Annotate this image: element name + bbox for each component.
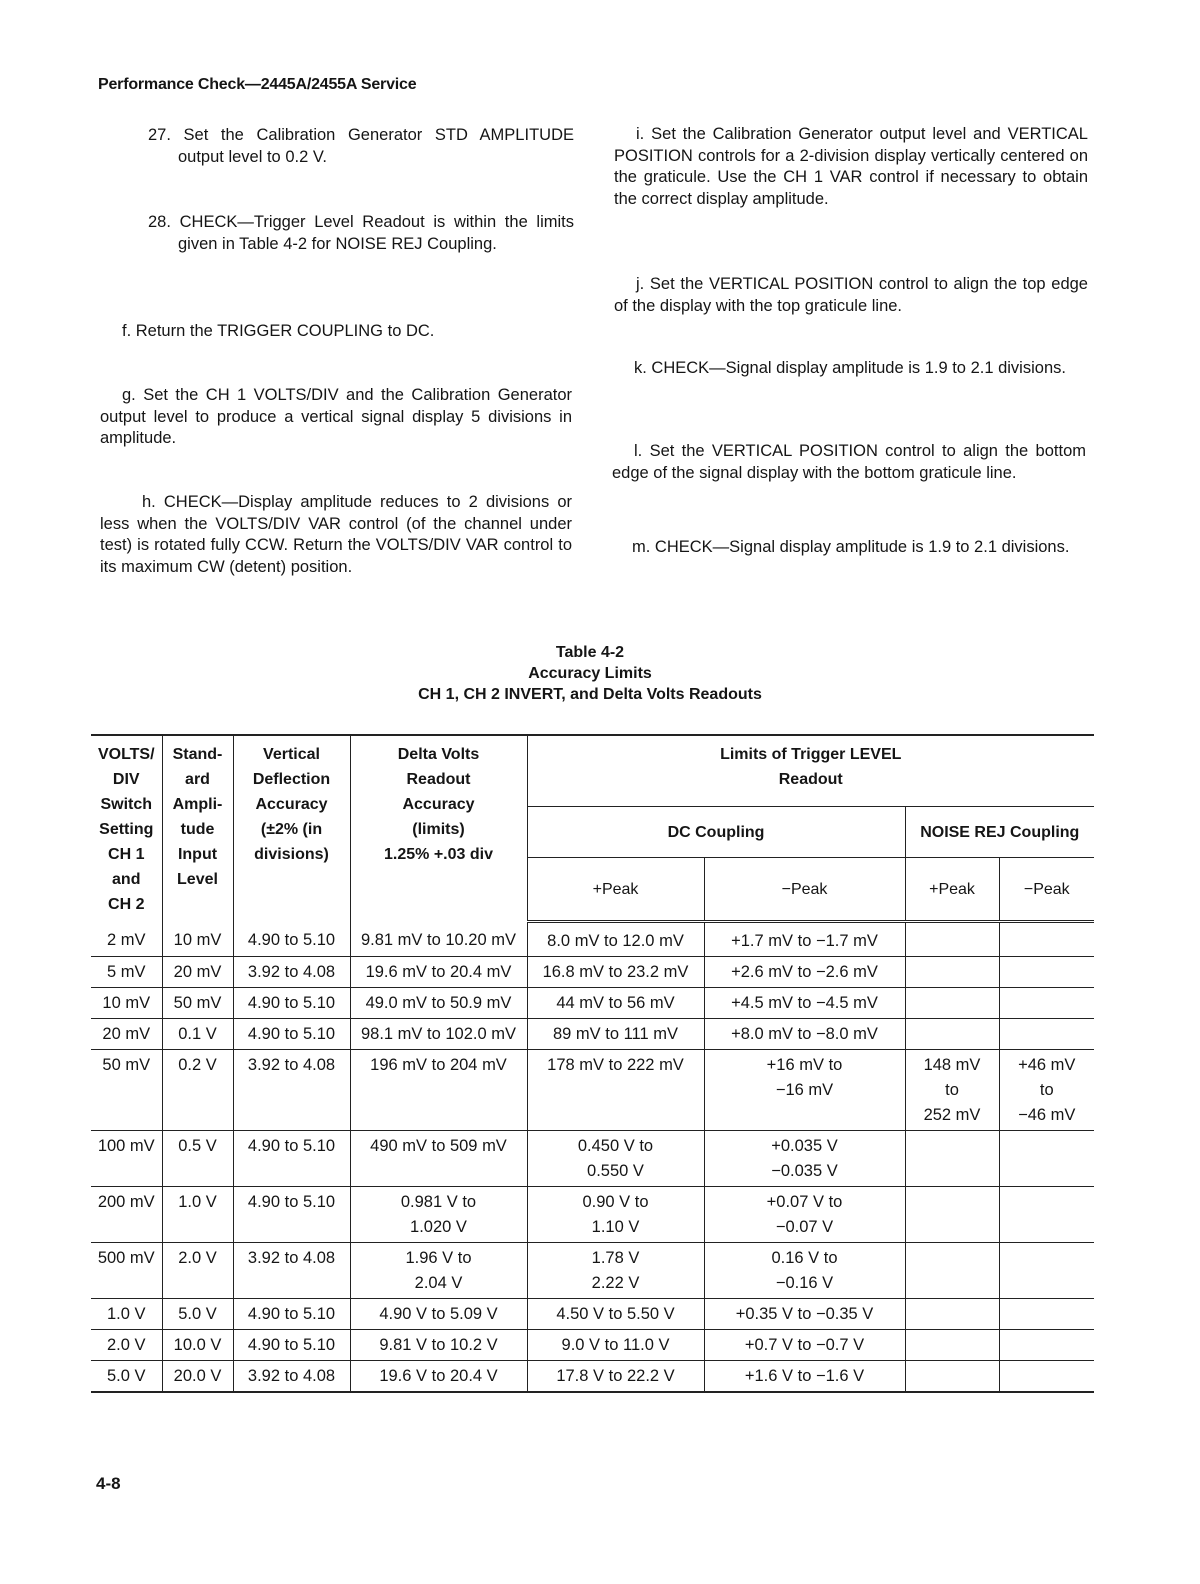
cell-vertical-deflection: 4.90 to 5.10 bbox=[233, 1299, 350, 1330]
cell-dc-minus-peak: +1.6 V to −1.6 V bbox=[704, 1361, 905, 1393]
cell-noise-rej-plus-peak bbox=[905, 1019, 999, 1050]
cell-dc-plus-peak: 178 mV to 222 mV bbox=[527, 1050, 704, 1131]
hdr-line: divisions) bbox=[254, 846, 329, 863]
cell-standard-amplitude: 1.0 V bbox=[162, 1187, 233, 1243]
cell-noise-rej-plus-peak bbox=[905, 1299, 999, 1330]
cell-dc-minus-peak: +4.5 mV to −4.5 mV bbox=[704, 988, 905, 1019]
hdr-line: and bbox=[112, 871, 141, 888]
cell-noise-rej-minus-peak bbox=[999, 1299, 1094, 1330]
table-row bbox=[91, 1330, 1094, 1361]
cell-noise-rej-plus-peak bbox=[905, 922, 999, 957]
cell-noise-rej-minus-peak bbox=[999, 1187, 1094, 1243]
cell-delta-volts: 196 mV to 204 mV bbox=[350, 1050, 527, 1131]
cell-vertical-deflection: 4.90 to 5.10 bbox=[233, 922, 350, 957]
cell-delta-volts: 4.90 V to 5.09 V bbox=[350, 1299, 527, 1330]
step-28: 28. CHECK—Trigger Level Readout is within the limits given in Table 4-2 for NOISE REJ Coupling. bbox=[148, 213, 574, 253]
cell-line: +0.035 V bbox=[771, 1137, 838, 1155]
cell-dc-plus-peak: 89 mV to 111 mV bbox=[527, 1019, 704, 1050]
cell-line: 252 mV bbox=[923, 1106, 981, 1124]
table-row bbox=[91, 1019, 1094, 1050]
hdr-line: 1.25% +.03 div bbox=[384, 846, 493, 863]
cell-dc-minus-peak: +2.6 mV to −2.6 mV bbox=[704, 957, 905, 988]
hdr-line: Readout bbox=[406, 771, 471, 788]
cell-standard-amplitude: 50 mV bbox=[162, 988, 233, 1019]
cell-dc-minus-peak: +0.35 V to −0.35 V bbox=[704, 1299, 905, 1330]
cell-standard-amplitude: 10 mV bbox=[162, 922, 233, 957]
cell-dc-minus-peak: +0.7 V to −0.7 V bbox=[704, 1330, 905, 1361]
table-body bbox=[91, 922, 1094, 1393]
cell-delta-volts: 9.81 mV to 10.20 mV bbox=[350, 922, 527, 957]
header-nr-minus-peak: −Peak bbox=[999, 858, 1094, 922]
cell-dc-minus-peak: +8.0 mV to −8.0 mV bbox=[704, 1019, 905, 1050]
cell-dc-minus-peak bbox=[704, 1050, 905, 1131]
step-h: h. CHECK—Display amplitude reduces to 2 divisions or less when the VOLTS/DIV VAR control (of the channel under test) is rotated fully CCW. Return the VOLTS/DIV VAR control to its maximum CW (detent) position. bbox=[100, 493, 572, 576]
cell-vertical-deflection: 4.90 to 5.10 bbox=[233, 1330, 350, 1361]
cell-standard-amplitude: 20 mV bbox=[162, 957, 233, 988]
cell-vertical-deflection: 4.90 to 5.10 bbox=[233, 988, 350, 1019]
step-f: f. Return the TRIGGER COUPLING to DC. bbox=[122, 322, 435, 340]
cell-delta-volts: 490 mV to 509 mV bbox=[350, 1131, 527, 1187]
cell-volts-div: 2 mV bbox=[91, 922, 162, 957]
hdr-line: Switch bbox=[100, 796, 153, 813]
cell-volts-div: 20 mV bbox=[91, 1019, 162, 1050]
cell-line: 0.90 V to bbox=[582, 1193, 649, 1211]
cell-volts-div: 100 mV bbox=[91, 1131, 162, 1187]
hdr-line: Input bbox=[177, 846, 218, 863]
header-noise-rej-coupling: NOISE REJ Coupling bbox=[905, 807, 1094, 858]
header-delta-volts bbox=[350, 735, 527, 922]
cell-noise-rej-minus-peak bbox=[999, 1361, 1094, 1393]
cell-standard-amplitude: 0.2 V bbox=[162, 1050, 233, 1131]
cell-line: 1.78 V bbox=[591, 1249, 640, 1267]
cell-noise-rej-minus-peak bbox=[999, 1019, 1094, 1050]
cell-line: 0.981 V to bbox=[400, 1193, 477, 1211]
cell-line: 2.04 V bbox=[414, 1274, 463, 1292]
cell-vertical-deflection: 4.90 to 5.10 bbox=[233, 1187, 350, 1243]
cell-volts-div: 500 mV bbox=[91, 1243, 162, 1299]
table-row bbox=[91, 922, 1094, 957]
cell-dc-minus-peak: +1.7 mV to −1.7 mV bbox=[704, 922, 905, 957]
cell-dc-minus-peak bbox=[704, 1243, 905, 1299]
cell-line: +16 mV to bbox=[766, 1056, 843, 1074]
cell-delta-volts: 98.1 mV to 102.0 mV bbox=[350, 1019, 527, 1050]
cell-line: −46 mV bbox=[1018, 1106, 1076, 1124]
cell-volts-div: 5.0 V bbox=[91, 1361, 162, 1393]
hdr-line: Delta Volts bbox=[397, 746, 480, 763]
cell-noise-rej-plus-peak bbox=[905, 1243, 999, 1299]
cell-line: −0.16 V bbox=[775, 1274, 834, 1292]
step-g: g. Set the CH 1 VOLTS/DIV and the Calibration Generator output level to produce a vertical signal display 5 divisions in amplitude. bbox=[100, 386, 572, 447]
table-subtitle: CH 1, CH 2 INVERT, and Delta Volts Readouts bbox=[418, 686, 762, 703]
step-j: j. Set the VERTICAL POSITION control to align the top edge of the display with the top graticule line. bbox=[614, 275, 1088, 315]
cell-noise-rej-minus-peak bbox=[999, 1330, 1094, 1361]
cell-noise-rej-minus-peak bbox=[999, 1243, 1094, 1299]
hdr-line: Limits of Trigger LEVEL bbox=[720, 746, 902, 763]
cell-noise-rej-plus-peak bbox=[905, 1131, 999, 1187]
cell-standard-amplitude: 5.0 V bbox=[162, 1299, 233, 1330]
cell-line: to bbox=[945, 1081, 959, 1099]
cell-noise-rej-minus-peak bbox=[999, 957, 1094, 988]
step-27: 27. Set the Calibration Generator STD AMPLITUDE output level to 0.2 V. bbox=[148, 126, 574, 166]
step-i: i. Set the Calibration Generator output level and VERTICAL POSITION controls for a 2-division display vertically centered on the graticule. Use the CH 1 VAR control if necessary to obtain the correct display amplitude. bbox=[614, 125, 1088, 208]
cell-line: +0.07 V to bbox=[766, 1193, 843, 1211]
table-row bbox=[91, 988, 1094, 1019]
cell-standard-amplitude: 0.5 V bbox=[162, 1131, 233, 1187]
cell-noise-rej-plus-peak bbox=[905, 1330, 999, 1361]
page-header: Performance Check—2445A/2455A Service bbox=[98, 76, 417, 93]
cell-dc-plus-peak bbox=[527, 1187, 704, 1243]
hdr-line: Readout bbox=[778, 771, 843, 788]
cell-line: 1.020 V bbox=[410, 1218, 467, 1236]
hdr-line: CH 2 bbox=[108, 896, 145, 913]
cell-volts-div: 2.0 V bbox=[91, 1330, 162, 1361]
table-row bbox=[91, 1243, 1094, 1299]
cell-noise-rej-plus-peak bbox=[905, 1361, 999, 1393]
cell-delta-volts: 19.6 mV to 20.4 mV bbox=[350, 957, 527, 988]
cell-vertical-deflection: 3.92 to 4.08 bbox=[233, 957, 350, 988]
header-standard-amplitude bbox=[162, 735, 233, 922]
cell-standard-amplitude: 20.0 V bbox=[162, 1361, 233, 1393]
hdr-line: tude bbox=[180, 821, 215, 838]
hdr-line: DIV bbox=[112, 771, 140, 788]
hdr-line: (±2% (in bbox=[260, 821, 323, 838]
header-nr-plus-peak: +Peak bbox=[905, 858, 999, 922]
page-number: 4-8 bbox=[96, 1474, 121, 1493]
hdr-line: CH 1 bbox=[108, 846, 145, 863]
cell-standard-amplitude: 10.0 V bbox=[162, 1330, 233, 1361]
cell-vertical-deflection: 3.92 to 4.08 bbox=[233, 1361, 350, 1393]
hdr-line: ard bbox=[185, 771, 210, 788]
cell-delta-volts: 19.6 V to 20.4 V bbox=[350, 1361, 527, 1393]
hdr-line: Stand- bbox=[172, 746, 223, 763]
cell-volts-div: 50 mV bbox=[91, 1050, 162, 1131]
header-dc-coupling: DC Coupling bbox=[527, 807, 905, 858]
hdr-line: Deflection bbox=[252, 771, 331, 788]
header-trigger-limits bbox=[527, 735, 1094, 807]
header-dc-plus-peak: +Peak bbox=[527, 858, 704, 922]
cell-line: 1.96 V to bbox=[405, 1249, 472, 1267]
cell-dc-plus-peak: 4.50 V to 5.50 V bbox=[527, 1299, 704, 1330]
cell-noise-rej-plus-peak bbox=[905, 957, 999, 988]
accuracy-limits-table bbox=[91, 734, 1094, 1393]
cell-volts-div: 200 mV bbox=[91, 1187, 162, 1243]
cell-noise-rej-plus-peak bbox=[905, 1187, 999, 1243]
table-row bbox=[91, 1361, 1094, 1393]
hdr-line: Setting bbox=[99, 821, 154, 838]
hdr-line: (limits) bbox=[412, 821, 465, 838]
header-dc-minus-peak: −Peak bbox=[704, 858, 905, 922]
cell-dc-plus-peak bbox=[527, 1131, 704, 1187]
table-number: Table 4-2 bbox=[555, 644, 625, 661]
cell-noise-rej-minus-peak bbox=[999, 1131, 1094, 1187]
cell-delta-volts bbox=[350, 1243, 527, 1299]
cell-dc-plus-peak bbox=[527, 1243, 704, 1299]
cell-dc-plus-peak: 16.8 mV to 23.2 mV bbox=[527, 957, 704, 988]
step-k: k. CHECK—Signal display amplitude is 1.9 to 2.1 divisions. bbox=[634, 359, 1066, 377]
cell-delta-volts: 49.0 mV to 50.9 mV bbox=[350, 988, 527, 1019]
cell-volts-div: 5 mV bbox=[91, 957, 162, 988]
hdr-line: Accuracy bbox=[402, 796, 475, 813]
hdr-line: Ampli- bbox=[172, 796, 223, 813]
table-title: Accuracy Limits bbox=[528, 665, 652, 682]
cell-volts-div: 10 mV bbox=[91, 988, 162, 1019]
cell-line: 0.550 V bbox=[587, 1162, 644, 1180]
header-volts-div bbox=[91, 735, 162, 922]
cell-dc-minus-peak bbox=[704, 1187, 905, 1243]
cell-line: 148 mV bbox=[923, 1056, 981, 1074]
cell-line: −16 mV bbox=[775, 1081, 834, 1099]
cell-line: 1.10 V bbox=[591, 1218, 640, 1236]
hdr-line: Accuracy bbox=[255, 796, 328, 813]
cell-dc-minus-peak bbox=[704, 1131, 905, 1187]
cell-standard-amplitude: 2.0 V bbox=[162, 1243, 233, 1299]
cell-standard-amplitude: 0.1 V bbox=[162, 1019, 233, 1050]
hdr-line: Vertical bbox=[263, 746, 320, 763]
cell-vertical-deflection: 3.92 to 4.08 bbox=[233, 1243, 350, 1299]
hdr-line: Level bbox=[177, 871, 218, 888]
cell-vertical-deflection: 4.90 to 5.10 bbox=[233, 1131, 350, 1187]
step-l: l. Set the VERTICAL POSITION control to align the bottom edge of the signal display with the bottom graticule line. bbox=[612, 442, 1086, 482]
cell-line: 2.22 V bbox=[591, 1274, 640, 1292]
cell-dc-plus-peak: 8.0 mV to 12.0 mV bbox=[527, 922, 704, 957]
table-caption bbox=[0, 642, 1180, 705]
cell-dc-plus-peak: 9.0 V to 11.0 V bbox=[527, 1330, 704, 1361]
table-row bbox=[91, 1299, 1094, 1330]
cell-line: −0.035 V bbox=[771, 1162, 838, 1180]
cell-noise-rej-plus-peak bbox=[905, 1050, 999, 1131]
cell-delta-volts bbox=[350, 1187, 527, 1243]
cell-dc-plus-peak: 44 mV to 56 mV bbox=[527, 988, 704, 1019]
cell-noise-rej-minus-peak bbox=[999, 922, 1094, 957]
cell-delta-volts: 9.81 V to 10.2 V bbox=[350, 1330, 527, 1361]
cell-dc-plus-peak: 17.8 V to 22.2 V bbox=[527, 1361, 704, 1393]
header-vertical-deflection bbox=[233, 735, 350, 922]
cell-line: to bbox=[1039, 1081, 1054, 1099]
cell-line: −0.07 V bbox=[775, 1218, 834, 1236]
cell-vertical-deflection: 3.92 to 4.08 bbox=[233, 1050, 350, 1131]
step-m: m. CHECK—Signal display amplitude is 1.9 to 2.1 divisions. bbox=[632, 538, 1070, 556]
table-row bbox=[91, 1187, 1094, 1243]
cell-noise-rej-plus-peak bbox=[905, 988, 999, 1019]
cell-vertical-deflection: 4.90 to 5.10 bbox=[233, 1019, 350, 1050]
cell-volts-div: 1.0 V bbox=[91, 1299, 162, 1330]
cell-line: 0.16 V to bbox=[771, 1249, 838, 1267]
hdr-line: VOLTS/ bbox=[97, 746, 155, 763]
cell-noise-rej-minus-peak bbox=[999, 988, 1094, 1019]
table-row bbox=[91, 1131, 1094, 1187]
cell-noise-rej-minus-peak bbox=[999, 1050, 1094, 1131]
cell-line: +46 mV bbox=[1018, 1056, 1076, 1074]
table-row bbox=[91, 1050, 1094, 1131]
table-row bbox=[91, 957, 1094, 988]
cell-line: 0.450 V to bbox=[577, 1137, 654, 1155]
